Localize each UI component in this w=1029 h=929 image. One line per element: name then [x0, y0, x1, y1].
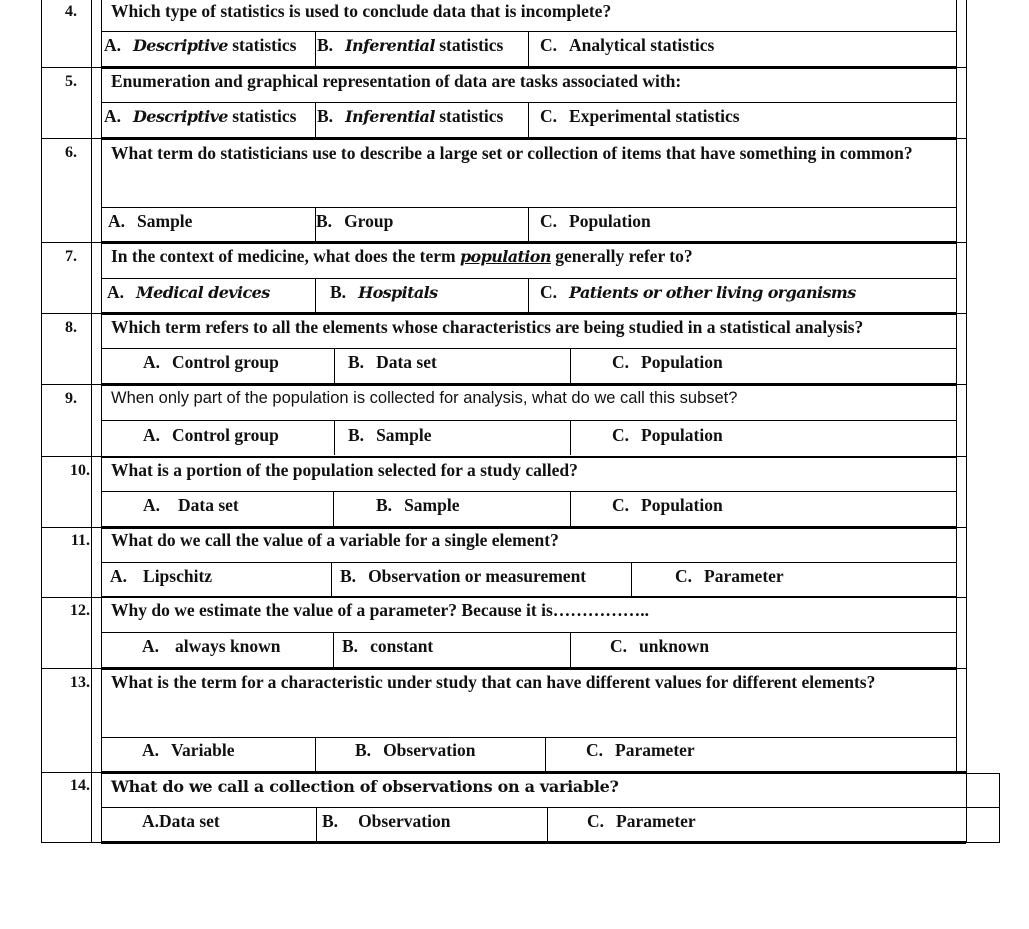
option-text: Parameter — [704, 566, 784, 586]
option-letter: B. — [317, 106, 334, 126]
option-emph: Descriptive — [133, 36, 228, 55]
option-letter: C. — [540, 211, 558, 231]
option-text: Control group — [172, 425, 279, 445]
option-text: Parameter — [615, 740, 695, 760]
option-c[interactable] — [612, 352, 723, 372]
option-text: Analytical statistics — [569, 35, 715, 55]
q4-opt-divider-1 — [315, 31, 316, 67]
option-letter: A. — [104, 35, 122, 55]
row14-bottom-ext — [966, 842, 1000, 843]
table-bottom — [101, 841, 966, 844]
option-letter: B. — [316, 211, 333, 231]
option-emph: Inferential — [345, 36, 435, 55]
option-text: Observation — [358, 811, 451, 831]
q12-opt-divider-1 — [333, 632, 334, 667]
option-c[interactable] — [540, 106, 740, 126]
q7-right-top — [956, 242, 966, 243]
question-number: 5. — [65, 73, 77, 90]
option-letter: A. — [104, 106, 122, 126]
question-text: What is a portion of the population selected for a study called? — [111, 460, 578, 480]
option-emph: Medical devices — [136, 283, 270, 302]
option-c[interactable] — [612, 495, 723, 515]
option-emph: Descriptive — [133, 107, 228, 126]
option-letter: A. — [143, 495, 161, 515]
q13-divider — [101, 737, 956, 738]
q8-num-top — [41, 313, 101, 314]
q6-num-top — [41, 138, 101, 139]
q14-opt-divider-1 — [316, 807, 317, 842]
option-a[interactable] — [143, 425, 279, 445]
question-text: What is the term for a characteristic under study that can have different values for different elements? — [111, 672, 876, 692]
option-letter: C. — [612, 352, 630, 372]
q10-num-top — [41, 456, 101, 457]
q11-opt-divider-2 — [631, 562, 632, 597]
question-text: Which term refers to all the elements whose characteristics are being studied in a statistical analysis? — [111, 317, 864, 337]
option-letter: B. — [376, 495, 393, 515]
q5-opt-divider-2 — [528, 102, 529, 138]
question-text — [111, 240, 693, 273]
q8-divider — [101, 348, 956, 349]
option-c[interactable] — [587, 811, 696, 831]
option-text: Observation — [383, 740, 476, 760]
option-letter: B. — [340, 566, 357, 586]
q11-divider — [101, 562, 956, 563]
option-b[interactable] — [330, 282, 438, 303]
q8-opt-divider-2 — [570, 348, 571, 383]
q10-right-top — [956, 456, 966, 457]
option-b[interactable] — [348, 352, 437, 372]
row14-border-right — [999, 773, 1000, 843]
option-b[interactable] — [355, 740, 475, 760]
option-emph: Hospitals — [358, 283, 438, 302]
q12-right-top — [956, 597, 966, 598]
option-letter: A. — [143, 425, 161, 445]
q10-opt-divider-2 — [570, 491, 571, 526]
option-text: Data set — [178, 495, 239, 515]
q13-right-top — [956, 668, 966, 669]
option-letter: C. — [612, 495, 630, 515]
q6-opt-divider-2 — [528, 207, 529, 242]
option-emph: Inferential — [345, 107, 435, 126]
option-letter: B. — [330, 282, 347, 302]
option-letter: B. — [348, 425, 365, 445]
q12-num-top — [41, 597, 101, 598]
option-letter: A. — [143, 352, 161, 372]
question-text-emph: population — [459, 247, 551, 266]
option-c[interactable] — [675, 566, 784, 586]
option-a[interactable] — [142, 811, 220, 831]
q9-opt-divider-2 — [570, 420, 571, 455]
option-text: always known — [175, 636, 281, 656]
option-rest: statistics — [434, 35, 504, 55]
table-border-left — [41, 0, 42, 843]
option-letter: B. — [322, 811, 339, 831]
option-b[interactable] — [340, 566, 586, 586]
question-number: 4. — [65, 3, 77, 20]
option-text: Lipschitz — [143, 566, 213, 586]
q12-opt-divider-2 — [570, 632, 571, 667]
option-text: Sample — [376, 425, 432, 445]
option-letter: B. — [348, 352, 365, 372]
table-border-right — [966, 0, 967, 772]
option-c[interactable] — [540, 282, 856, 303]
option-text: Sample — [404, 495, 460, 515]
row14-top-ext — [966, 773, 1000, 774]
option-a[interactable] — [142, 636, 281, 656]
option-a[interactable] — [143, 352, 279, 372]
option-text: constant — [370, 636, 434, 656]
q9-right-top — [956, 384, 966, 385]
option-text: Experimental statistics — [569, 106, 740, 126]
option-letter: A. — [142, 636, 160, 656]
option-text: Population — [569, 211, 651, 231]
question-text: What do we call the value of a variable for a single element? — [111, 530, 559, 550]
q9-opt-divider-1 — [334, 420, 335, 455]
question-text: When only part of the population is collected for analysis, what do we call this subset? — [111, 389, 738, 407]
option-text: Parameter — [616, 811, 696, 831]
option-b[interactable] — [348, 425, 432, 445]
option-text: Population — [641, 352, 723, 372]
q7-opt-divider-2 — [528, 278, 529, 313]
row14-mid-ext — [966, 807, 1000, 808]
content-column-right — [956, 0, 957, 772]
option-text: Sample — [137, 211, 193, 231]
option-a[interactable] — [108, 211, 192, 231]
option-a[interactable] — [143, 495, 239, 515]
option-rest: statistics — [434, 106, 504, 126]
option-c[interactable] — [610, 636, 709, 656]
q4-opt-divider-2 — [528, 31, 529, 67]
q11-num-top — [41, 527, 101, 528]
option-rest: statistics — [227, 35, 297, 55]
q10-divider — [101, 491, 956, 492]
table-bottom-num — [41, 842, 101, 843]
q14-num-top — [41, 772, 101, 773]
option-letter: C. — [587, 811, 605, 831]
q14-opt-divider-2 — [547, 807, 548, 842]
option-letter: B. — [317, 35, 334, 55]
option-text: Variable — [171, 740, 235, 760]
option-b[interactable] — [317, 106, 503, 127]
q10-opt-divider-1 — [333, 491, 334, 526]
q9-num-top — [41, 384, 101, 385]
option-b[interactable] — [317, 35, 503, 56]
option-a[interactable] — [110, 566, 212, 586]
q13-opt-divider-2 — [545, 737, 546, 772]
q12-divider — [101, 632, 956, 633]
option-text: A.Data set — [142, 811, 220, 831]
option-letter: C. — [612, 425, 630, 445]
question-number: 14. — [70, 777, 90, 794]
content-column-left — [101, 0, 102, 843]
question-number: 12. — [70, 602, 90, 619]
option-b[interactable] — [316, 211, 393, 231]
option-letter: B. — [355, 740, 372, 760]
option-a[interactable] — [107, 282, 270, 303]
option-text: Population — [641, 425, 723, 445]
q7-num-top — [41, 242, 101, 243]
option-a[interactable] — [104, 106, 296, 127]
option-text: unknown — [639, 636, 710, 656]
option-c[interactable] — [540, 35, 714, 55]
option-letter: C. — [675, 566, 693, 586]
option-letter: C. — [540, 106, 558, 126]
q11-opt-divider-1 — [331, 562, 332, 597]
option-c[interactable] — [586, 740, 695, 760]
q5-num-top — [41, 67, 101, 68]
option-letter: A. — [142, 740, 160, 760]
q14-divider — [101, 807, 966, 808]
option-text: Data set — [376, 352, 437, 372]
question-number: 9. — [65, 390, 77, 407]
q6-right-top — [956, 138, 966, 139]
q11-right-top — [956, 527, 966, 528]
option-letter: B. — [342, 636, 359, 656]
option-text: Group — [344, 211, 394, 231]
option-c[interactable] — [612, 425, 723, 445]
question-text-after: generally refer to? — [550, 246, 693, 266]
q8-opt-divider-1 — [334, 348, 335, 383]
question-text-before: In the context of medicine, what does the term — [111, 246, 460, 266]
option-letter: A. — [108, 211, 126, 231]
option-b[interactable] — [322, 811, 450, 831]
option-letter: A. — [107, 282, 125, 302]
option-letter: C. — [610, 636, 628, 656]
number-column-divider — [91, 0, 92, 843]
question-number: 13. — [70, 674, 90, 691]
q9-divider — [101, 420, 956, 421]
option-b[interactable] — [376, 495, 460, 515]
option-text: Control group — [172, 352, 279, 372]
option-letter: A. — [110, 566, 128, 586]
question-text: What do we call a collection of observations on a variable? — [111, 777, 619, 796]
q5-right-top — [956, 67, 966, 68]
q13-num-top — [41, 668, 101, 669]
option-letter: C. — [540, 282, 558, 302]
question-number: 11. — [70, 532, 90, 549]
question-text: Why do we estimate the value of a parameter? Because it is…………….. — [111, 600, 650, 620]
question-text: Enumeration and graphical representation of data are tasks associated with: — [111, 71, 682, 91]
question-number: 8. — [65, 319, 77, 336]
question-number: 6. — [65, 144, 77, 161]
q5-opt-divider-1 — [315, 102, 316, 138]
q13-opt-divider-1 — [315, 737, 316, 772]
option-rest: statistics — [227, 106, 297, 126]
option-a[interactable] — [142, 740, 235, 760]
option-a[interactable] — [104, 35, 296, 56]
option-emph: Patients or other living organisms — [569, 283, 856, 302]
q7-opt-divider-1 — [315, 278, 316, 313]
option-text: Population — [641, 495, 723, 515]
option-text: Observation or measurement — [368, 566, 587, 586]
option-b[interactable] — [342, 636, 433, 656]
option-letter: C. — [540, 35, 558, 55]
option-c[interactable] — [540, 211, 651, 231]
question-text: What term do statisticians use to describe a large set or collection of items that have something in common? — [111, 143, 913, 163]
q8-right-top — [956, 313, 966, 314]
question-text: Which type of statistics is used to conclude data that is incomplete? — [111, 1, 612, 21]
option-letter: C. — [586, 740, 604, 760]
question-number: 10. — [70, 462, 90, 479]
question-number: 7. — [65, 248, 77, 265]
